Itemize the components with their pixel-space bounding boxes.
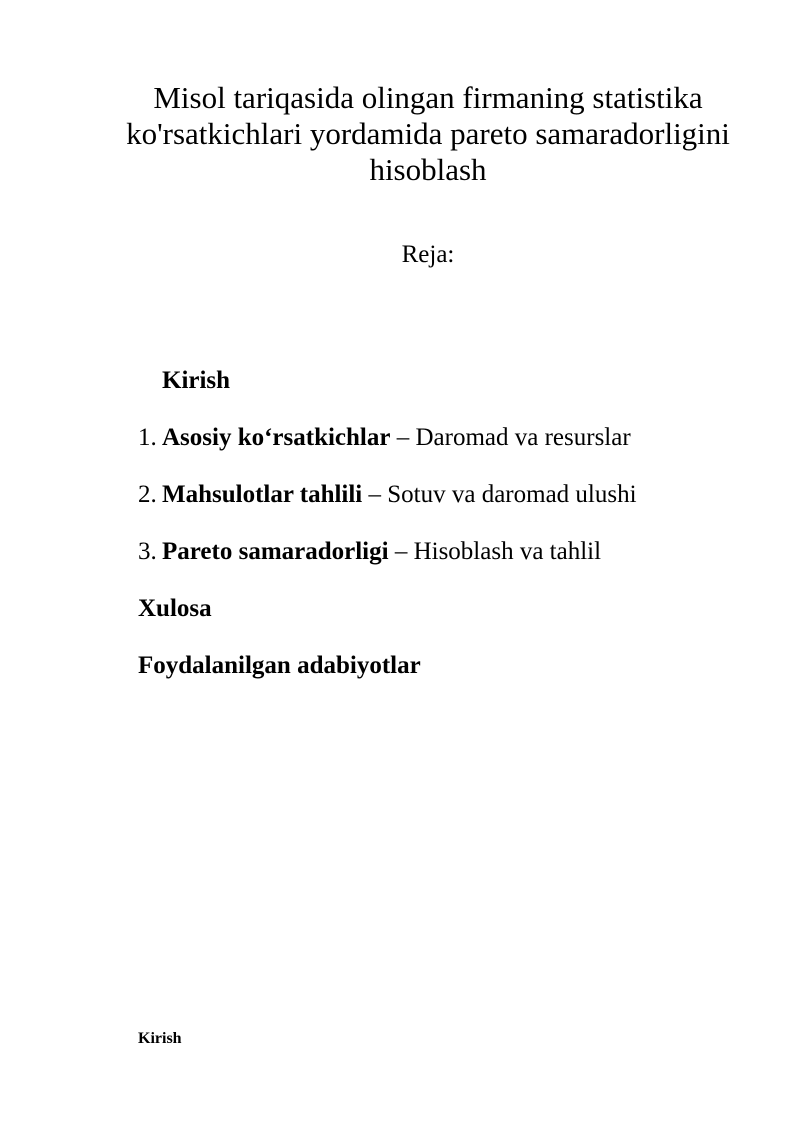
plan-item-2 — [138, 480, 637, 510]
plan-conclusion-label: Xulosa — [138, 595, 212, 622]
plan-intro-label: Kirish — [162, 367, 231, 394]
section-heading-intro: Kirish — [138, 1030, 182, 1047]
plan-item-1 — [138, 423, 631, 453]
plan-references — [138, 651, 421, 681]
plan-item-3-number: 3. — [138, 538, 157, 565]
plan-item-2-desc: – Sotuv va daromad ulushi — [362, 481, 637, 508]
plan-item-2-number: 2. — [138, 481, 157, 508]
title-line-3: hisoblash — [369, 152, 487, 187]
plan-item-2-title: Mahsulotlar tahlili — [162, 481, 363, 508]
plan-item-1-desc: – Daromad va resurslar — [390, 424, 631, 451]
plan-references-label: Foydalanilgan adabiyotlar — [138, 652, 421, 679]
plan-item-3-title: Pareto samaradorligi — [162, 538, 389, 565]
plan-intro — [162, 366, 230, 396]
plan-conclusion — [138, 594, 212, 624]
plan-item-1-title: Asosiy ko‘rsatkichlar — [162, 424, 391, 451]
title-line-2: ko'rsatkichlari yordamida pareto samaradorligini — [126, 116, 730, 151]
plan-item-3-desc: – Hisoblash va tahlil — [388, 538, 602, 565]
title-line-1: Misol tariqasida olingan firmaning statistika — [153, 80, 703, 115]
plan-heading: Reja: — [401, 241, 455, 268]
document-title — [100, 80, 756, 188]
plan-item-3 — [138, 537, 601, 567]
plan-item-1-number: 1. — [138, 424, 157, 451]
